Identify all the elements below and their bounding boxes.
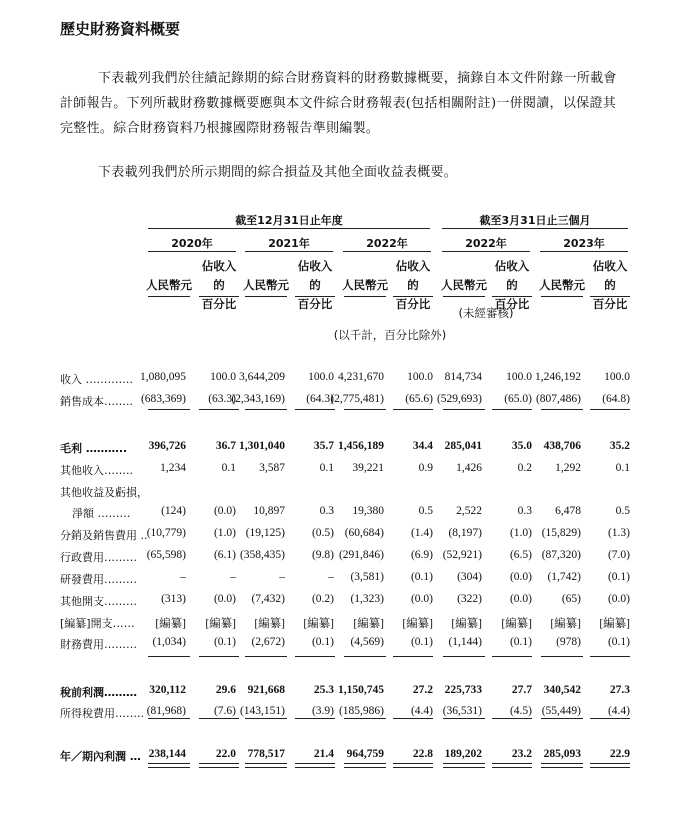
row-value: (15,829): [541, 527, 581, 539]
row-value: (1.3): [607, 527, 630, 539]
subtotal-rule: [393, 718, 433, 719]
row-value: 6,478: [555, 505, 581, 517]
row-value: (2,343,169): [231, 393, 285, 405]
row-value: (358,435): [239, 549, 285, 561]
row-value: (4.5): [509, 705, 532, 717]
table-row: [0, 440, 678, 459]
table-row: [0, 484, 678, 503]
row-label: 淨額 ………: [72, 507, 131, 520]
row-value: 1,234: [160, 462, 186, 474]
row-label: 其他收入……..: [60, 464, 133, 477]
table-row: [0, 615, 678, 634]
row-label: 稅前利潤………: [60, 686, 137, 699]
row-value: –: [279, 571, 285, 583]
row-value: (8,197): [448, 527, 482, 539]
group-header-quarter: 截至3月31日止三個月: [479, 214, 591, 227]
header-rule: [199, 296, 239, 297]
row-value: [編纂]: [550, 618, 581, 630]
subtotal-rule: [492, 409, 532, 410]
group-header-annual: 截至12月31日止年度: [235, 214, 343, 227]
subtotal-rule: [393, 656, 433, 657]
row-value: 23.2: [511, 748, 532, 760]
row-value: (81,968): [146, 705, 186, 717]
year-header-2020: 2020年: [171, 237, 213, 250]
row-value: 1,292: [555, 462, 581, 474]
row-value: (6.9): [410, 549, 433, 561]
row-value: (0.1): [311, 636, 334, 648]
header-rule: [541, 296, 583, 297]
row-value: 0.5: [418, 505, 433, 517]
pct-header: 佔收入的 百分比: [592, 259, 628, 311]
row-value: (0.0): [213, 505, 236, 517]
row-value: 29.6: [215, 684, 236, 696]
pct-header: 佔收入的 百分比: [201, 259, 237, 311]
row-value: (4,569): [350, 636, 384, 648]
row-value: 19,380: [352, 505, 384, 517]
row-value: [編纂]: [303, 618, 334, 630]
year-header-2022-q1: 2022年: [465, 237, 507, 250]
row-value: (64.3): [306, 393, 334, 405]
row-value: 27.7: [511, 684, 532, 696]
subtotal-rule: [492, 718, 532, 719]
row-value: –: [180, 571, 186, 583]
row-value: 100.0: [506, 371, 532, 383]
row-value: –: [328, 571, 334, 583]
total-double-rule: [393, 763, 433, 768]
row-value: (0.0): [213, 593, 236, 605]
rmb-header: 人民幣元: [342, 278, 388, 292]
group-rule-quarter: [442, 228, 628, 229]
row-value: 814,734: [444, 371, 482, 383]
row-value: (0.1): [410, 636, 433, 648]
row-value: (7.0): [607, 549, 630, 561]
intro-text: 下表載列我們於往績記錄期的綜合財務資料的財務數據概要，摘錄自本文件附錄一所載會計師報告。下列所載財務數據概要應與本文件綜合財務報表(包括相關附註)一併閱讀，以保證其完整性。綜合財務資料乃根據國際財務報告準則編製。: [60, 71, 617, 136]
row-value: 964,759: [346, 748, 384, 760]
subtotal-rule: [590, 656, 630, 657]
total-double-rule: [541, 763, 583, 768]
total-double-rule: [199, 763, 239, 768]
subtotal-rule: [590, 409, 630, 410]
row-value: 10,897: [253, 505, 285, 517]
row-value: 285,041: [444, 440, 482, 452]
row-value: (0.0): [509, 571, 532, 583]
subtotal-rule: [245, 718, 287, 719]
row-value: (0.1): [607, 571, 630, 583]
row-value: (322): [457, 593, 482, 605]
year-rule: [442, 251, 530, 252]
row-value: (807,486): [535, 393, 581, 405]
subtotal-rule: [541, 656, 583, 657]
subtotal-rule: [393, 409, 433, 410]
row-value: (0.1): [213, 636, 236, 648]
row-value: 27.3: [609, 684, 630, 696]
subtotal-rule: [443, 656, 485, 657]
subtotal-rule: [245, 409, 287, 410]
row-value: (87,320): [541, 549, 581, 561]
row-value: (7.6): [213, 705, 236, 717]
row-value: 238,144: [148, 748, 186, 760]
year-header-2021: 2021年: [268, 237, 310, 250]
table-row: [0, 505, 678, 524]
row-value: (6.5): [509, 549, 532, 561]
row-value: (63.3): [208, 393, 236, 405]
row-value: (313): [161, 593, 186, 605]
row-value: (1.0): [509, 527, 532, 539]
unit-note: (以千計，百分比除外): [333, 328, 447, 342]
header-rule: [295, 296, 335, 297]
table-row: [0, 371, 678, 390]
row-value: (1.0): [213, 527, 236, 539]
subtotal-rule: [541, 718, 583, 719]
header-rule: [590, 296, 630, 297]
pct-header: 佔收入的 百分比: [494, 259, 530, 311]
header-rule: [492, 296, 532, 297]
row-value: [編纂]: [155, 618, 186, 630]
row-value: 0.1: [615, 462, 630, 474]
subtotal-rule: [344, 718, 386, 719]
subtotal-rule: [344, 656, 386, 657]
row-value: (52,921): [442, 549, 482, 561]
rmb-header: 人民幣元: [146, 278, 192, 292]
row-value: (1,323): [350, 593, 384, 605]
row-value: 100.0: [210, 371, 236, 383]
row-value: (6.1): [213, 549, 236, 561]
rmb-header: 人民幣元: [441, 278, 487, 292]
year-rule: [245, 251, 333, 252]
row-label: [編纂]開支……: [60, 617, 135, 630]
row-value: 0.5: [615, 505, 630, 517]
table-row: [0, 636, 678, 655]
year-rule: [148, 251, 236, 252]
row-value: 3,644,209: [239, 371, 285, 383]
subtotal-rule: [344, 409, 386, 410]
row-value: (0.0): [509, 593, 532, 605]
row-value: 1,080,095: [140, 371, 186, 383]
subtotal-rule: [590, 718, 630, 719]
total-double-rule: [245, 763, 287, 768]
row-value: 35.7: [313, 440, 334, 452]
row-label: 行政費用………: [60, 551, 137, 564]
row-value: 100.0: [407, 371, 433, 383]
row-value: 1,246,192: [535, 371, 581, 383]
row-value: 438,706: [543, 440, 581, 452]
row-value: 34.4: [412, 440, 433, 452]
table-intro-text: 下表載列我們於所示期間的綜合損益及其他全面收益表概要。: [98, 165, 458, 180]
row-value: 1,150,745: [338, 684, 384, 696]
row-label: 所得稅費用……..: [60, 707, 144, 720]
row-value: (1,034): [152, 636, 186, 648]
row-value: (55,449): [541, 705, 581, 717]
row-value: (10,779): [146, 527, 186, 539]
subtotal-rule: [148, 656, 190, 657]
row-value: (1,742): [547, 571, 581, 583]
row-value: (304): [457, 571, 482, 583]
row-value: 0.3: [319, 505, 334, 517]
table-row: [0, 549, 678, 568]
row-value: [編纂]: [501, 618, 532, 630]
subtotal-rule: [148, 718, 190, 719]
row-value: 396,726: [148, 440, 186, 452]
row-value: 778,517: [247, 748, 285, 760]
row-value: (0.0): [410, 593, 433, 605]
row-value: (185,986): [338, 705, 384, 717]
subtotal-rule: [295, 409, 335, 410]
pct-header: 佔收入的 百分比: [297, 259, 333, 311]
row-value: 2,522: [456, 505, 482, 517]
row-label: 分銷及銷售費用 ..: [60, 529, 148, 542]
row-value: 22.0: [215, 748, 236, 760]
row-value: 285,093: [543, 748, 581, 760]
row-value: 25.3: [313, 684, 334, 696]
table-row: [0, 571, 678, 590]
row-value: 27.2: [412, 684, 433, 696]
subtotal-rule: [443, 718, 485, 719]
subtotal-rule: [148, 409, 190, 410]
row-value: 35.0: [511, 440, 532, 452]
total-double-rule: [295, 763, 335, 768]
subtotal-rule: [199, 718, 239, 719]
total-double-rule: [344, 763, 386, 768]
table-row: [0, 684, 678, 703]
row-value: [編纂]: [451, 618, 482, 630]
header-rule: [148, 296, 190, 297]
row-value: (65.6): [405, 393, 433, 405]
row-value: (143,151): [239, 705, 285, 717]
row-value: [編纂]: [205, 618, 236, 630]
row-value: (0.5): [311, 527, 334, 539]
row-value: (291,846): [338, 549, 384, 561]
row-value: (2,775,481): [330, 393, 384, 405]
row-value: 320,112: [149, 684, 186, 696]
row-value: (0.1): [410, 571, 433, 583]
row-value: 225,733: [444, 684, 482, 696]
table-row: [0, 593, 678, 612]
row-value: [編纂]: [599, 618, 630, 630]
unaudited-note: (未經審核): [458, 306, 514, 320]
header-rule: [443, 296, 485, 297]
row-value: 36.7: [215, 440, 236, 452]
subtotal-rule: [245, 656, 287, 657]
row-label: 年／期內利潤 …: [60, 750, 141, 763]
row-value: 0.1: [221, 462, 236, 474]
row-value: 0.3: [517, 505, 532, 517]
row-value: (124): [161, 505, 186, 517]
row-value: (0.0): [607, 593, 630, 605]
row-label: 其他收益及虧損，: [60, 486, 148, 499]
row-label: 其他開支………: [60, 595, 137, 608]
row-value: 1,301,040: [239, 440, 285, 452]
row-value: (0.2): [311, 593, 334, 605]
total-double-rule: [443, 763, 485, 768]
row-value: [編纂]: [402, 618, 433, 630]
table-row: [0, 705, 678, 724]
total-double-rule: [590, 763, 630, 768]
row-value: 3,587: [259, 462, 285, 474]
row-value: 100.0: [604, 371, 630, 383]
row-label: 財務費用………: [60, 638, 137, 651]
table-row: [0, 462, 678, 481]
header-rule: [344, 296, 386, 297]
row-value: (529,693): [436, 393, 482, 405]
row-value: (1,144): [448, 636, 482, 648]
row-value: (4.4): [410, 705, 433, 717]
subtotal-rule: [295, 656, 335, 657]
row-value: 1,456,189: [338, 440, 384, 452]
total-double-rule: [148, 763, 190, 768]
row-value: [編纂]: [254, 618, 285, 630]
row-value: (0.1): [607, 636, 630, 648]
row-value: (7,432): [251, 593, 285, 605]
rmb-header: 人民幣元: [243, 278, 289, 292]
year-rule: [540, 251, 628, 252]
row-value: 22.9: [609, 748, 630, 760]
row-label: 銷售成本……..: [60, 395, 133, 408]
row-value: (2,672): [251, 636, 285, 648]
row-value: (65.0): [504, 393, 532, 405]
row-value: 35.2: [609, 440, 630, 452]
rmb-header: 人民幣元: [539, 278, 585, 292]
row-value: (683,369): [140, 393, 186, 405]
row-value: [編纂]: [353, 618, 384, 630]
row-label: 收入 ………….: [60, 373, 133, 386]
subtotal-rule: [199, 409, 239, 410]
subtotal-rule: [443, 409, 485, 410]
row-value: 4,231,670: [338, 371, 384, 383]
row-value: (65,598): [146, 549, 186, 561]
row-value: 0.2: [517, 462, 532, 474]
row-value: (9.8): [311, 549, 334, 561]
row-value: 39,221: [352, 462, 384, 474]
table-row: [0, 527, 678, 546]
row-value: (65): [561, 593, 581, 605]
row-value: 340,542: [543, 684, 581, 696]
row-value: (64.8): [602, 393, 630, 405]
row-label: 研發費用………: [60, 573, 137, 586]
year-rule: [343, 251, 431, 252]
row-label: 毛利 ………..: [60, 442, 128, 455]
year-header-2022: 2022年: [366, 237, 408, 250]
row-value: 921,668: [247, 684, 285, 696]
subtotal-rule: [541, 409, 583, 410]
row-value: 21.4: [313, 748, 334, 760]
header-rule: [393, 296, 433, 297]
subtotal-rule: [199, 656, 239, 657]
row-value: 0.1: [319, 462, 334, 474]
group-rule-annual: [148, 228, 430, 229]
row-value: 189,202: [444, 748, 482, 760]
total-double-rule: [492, 763, 532, 768]
subtotal-rule: [295, 718, 335, 719]
row-value: 100.0: [308, 371, 334, 383]
row-value: (3.9): [311, 705, 334, 717]
row-value: (19,125): [245, 527, 285, 539]
row-value: (1.4): [410, 527, 433, 539]
row-value: (978): [556, 636, 581, 648]
row-value: (0.1): [509, 636, 532, 648]
row-value: (3,581): [350, 571, 384, 583]
row-value: –: [230, 571, 236, 583]
subtotal-rule: [492, 656, 532, 657]
pct-header: 佔收入的 百分比: [395, 259, 431, 311]
section-heading: 歷史財務資料概要: [60, 20, 181, 38]
row-value: (4.4): [607, 705, 630, 717]
header-rule: [245, 296, 287, 297]
row-value: 0.9: [418, 462, 433, 474]
row-value: (60,684): [344, 527, 384, 539]
row-value: 1,426: [456, 462, 482, 474]
year-header-2023-q1: 2023年: [563, 237, 605, 250]
row-value: 22.8: [412, 748, 433, 760]
row-value: (36,531): [442, 705, 482, 717]
